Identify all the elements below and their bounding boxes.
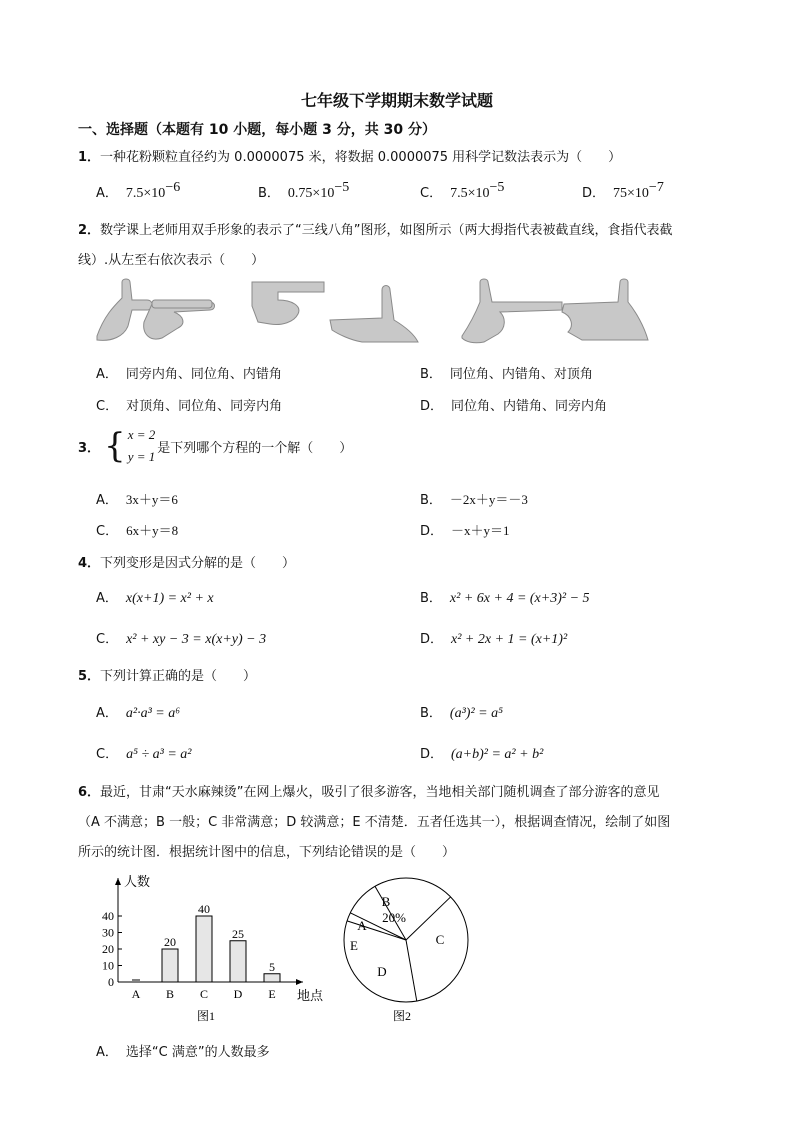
question-number: 5． [78,669,101,684]
option-text: 同位角、内错角、同旁内角 [451,399,608,414]
hand-shape [562,279,648,340]
option-label: D． [420,632,444,647]
chart-caption: 图1 [196,1009,216,1023]
option-label: C． [96,399,119,414]
question-4 [78,552,295,571]
option-label: D． [582,186,606,201]
bar-value-label: 5 [269,959,275,974]
option-text: 6x＋y＝8 [126,523,179,538]
chart-bars [132,916,280,982]
question-text: 下列变形是因式分解的是（ ） [100,556,296,571]
option-label: B． [420,493,442,508]
option-text: 3x＋y＝6 [125,492,178,507]
pie-slice-label: E [350,938,358,953]
q5-option-c[interactable] [96,743,191,763]
option-math: 7.5×10 [125,186,166,201]
hand-shape [97,279,152,340]
q3-option-c[interactable] [96,520,178,539]
y-tick-label: 20 [102,942,114,956]
q1-option-d[interactable] [582,182,664,202]
system-lines [128,424,156,468]
x-axis-arrow [296,979,303,985]
finger-shape [152,300,212,308]
option-label: A． [96,706,118,721]
question-6-line3: 所示的统计图．根据统计图中的信息，下列结论错误的是（ ） [78,845,456,860]
option-label: C． [420,186,443,201]
q2-option-c[interactable] [96,395,282,414]
option-math: 7.5×10 [450,186,490,201]
option-exponent: −5 [489,180,505,195]
section-heading: 一、选择题（本题有 10 小题，每小题 3 分，共 30 分） [78,122,436,138]
bar [162,949,178,982]
option-exponent: −6 [165,180,181,195]
y-tick-label: 10 [102,958,114,973]
option-text: 对顶角、同位角、同旁内角 [126,399,283,414]
option-math: (a+b)² = a² + b² [451,747,544,762]
option-label: B． [420,706,442,721]
bar-chart [88,868,338,1028]
question-6 [78,781,660,800]
option-label: D． [420,747,444,762]
q4-option-c[interactable] [96,628,266,648]
question-number: 3． [78,440,101,456]
q3-option-b[interactable] [420,489,528,508]
option-label: A． [96,186,118,201]
pie-slice-label: C [435,932,445,947]
x-tick-label: A [131,987,141,1001]
option-math: a²·a³ = a⁶ [125,706,181,721]
option-math: x² + 6x + 4 = (x+3)² − 5 [449,591,590,606]
question-2-line2: 线）.从左至右依次表示（ ） [78,253,265,268]
question-6-line2: （A 不满意；B 一般；C 非常满意；D 较满意；E 不清楚．五者任选其一），根据调查情况，绘制了如图 [78,815,671,830]
option-label: B． [258,186,280,201]
option-label: A． [96,1045,118,1060]
x-tick-label: C [199,987,209,1001]
option-text: －2x＋y＝－3 [449,492,528,507]
option-text: 同位角、内错角、对顶角 [449,367,593,382]
question-5 [78,665,256,684]
q5-option-a[interactable] [96,702,180,722]
pie-slices [344,878,468,1002]
bar-value-label: 40 [198,902,210,916]
q5-option-d[interactable] [420,743,543,763]
option-math: x² + xy − 3 = x(x+y) − 3 [126,632,267,647]
hand-shape [462,279,562,343]
q1-option-a[interactable] [96,182,180,202]
chart-labels [102,874,324,1023]
option-label: A． [96,493,118,508]
bar [230,941,246,982]
question-text: 下列计算正确的是（ ） [100,669,257,684]
q2-option-d[interactable] [420,395,607,414]
chart-caption: 图2 [392,1009,412,1023]
option-label: C． [96,524,119,539]
option-label: C． [96,747,119,762]
y-tick-label: 40 [102,909,114,923]
question-number: 4． [78,556,101,571]
option-math: x(x+1) = x² + x [125,591,214,606]
bar [196,916,212,982]
bar-value-label: 20 [164,935,176,949]
q4-option-b[interactable] [420,587,590,607]
y-axis-arrow [115,878,121,885]
question-text: 数学课上老师用双手形象的表示了“三线八角”图形，如图所示（两大拇指代表被截直线，食指代表截 [100,223,673,238]
x-tick-label: E [268,987,276,1001]
option-label: A． [96,591,118,606]
x-tick-label: D [233,987,243,1001]
option-exponent: −5 [334,180,350,195]
q4-option-d[interactable] [420,628,567,648]
option-exponent: −7 [648,180,664,195]
q6-option-a[interactable] [96,1041,270,1060]
question-text: 是下列哪个方程的一个解（ ） [157,440,353,456]
question-text: 一种花粉颗粒直径约为 0.0000075 米，将数据 0.0000075 用科学记数法表示为（ ） [100,150,622,165]
brace-icon: { [104,426,126,466]
question-text: 最近，甘肃“天水麻辣烫”在网上爆火，吸引了很多游客，当地相关部门随机调查了部分游客的意见 [100,785,660,800]
q1-option-b[interactable] [258,182,349,202]
option-math: (a³)² = a⁵ [449,706,503,721]
option-label: C． [96,632,119,647]
option-math: 0.75×10 [287,186,335,201]
q4-option-a[interactable] [96,587,214,607]
question-number: 2． [78,223,101,238]
pie-slice-label: B [381,894,391,909]
pie-slice-label: A [357,918,367,933]
hands-figure [92,276,652,348]
question-number: 1． [78,150,101,165]
question-2 [78,219,673,238]
y-tick-label: 0 [108,975,114,989]
y-axis-title: 人数 [124,874,151,889]
equation-line: x = 2 [127,427,156,442]
option-text: 选择“C 满意”的人数最多 [125,1045,270,1060]
option-text: －x＋y＝1 [451,523,510,538]
question-1 [78,146,621,165]
q3-option-a[interactable] [96,489,178,508]
q3-option-d[interactable] [420,520,510,539]
option-math: x² + 2x + 1 = (x+1)² [451,632,568,647]
q2-option-b[interactable] [420,363,593,382]
q2-option-a[interactable] [96,363,282,382]
y-tick-label: 30 [102,925,114,940]
option-label: D． [420,399,444,414]
option-label: B． [420,367,442,382]
option-text: 同旁内角、同位角、内错角 [125,367,282,382]
option-label: B． [420,591,442,606]
pie-percent-label: 20% [382,910,406,925]
hand-shape [252,282,324,325]
option-label: D． [420,524,444,539]
bar-value-label: 25 [232,926,244,941]
option-math: a⁵ ÷ a³ = a² [126,747,192,762]
hand-shape [330,286,418,343]
x-tick-label: B [165,987,175,1001]
page-title: 七年级下学期期末数学试题 [300,91,493,110]
bar [264,974,280,982]
equation-system [78,424,352,468]
option-label: A． [96,367,118,382]
x-axis-title: 地点 [297,988,324,1003]
pie-chart [336,860,486,1030]
question-3 [78,424,352,468]
question-number: 6． [78,785,101,800]
pie-slice-label: D [377,964,387,979]
equation-line: y = 1 [127,449,156,464]
option-math: 75×10 [613,186,649,201]
q1-option-c[interactable] [420,182,504,202]
q5-option-b[interactable] [420,702,503,722]
